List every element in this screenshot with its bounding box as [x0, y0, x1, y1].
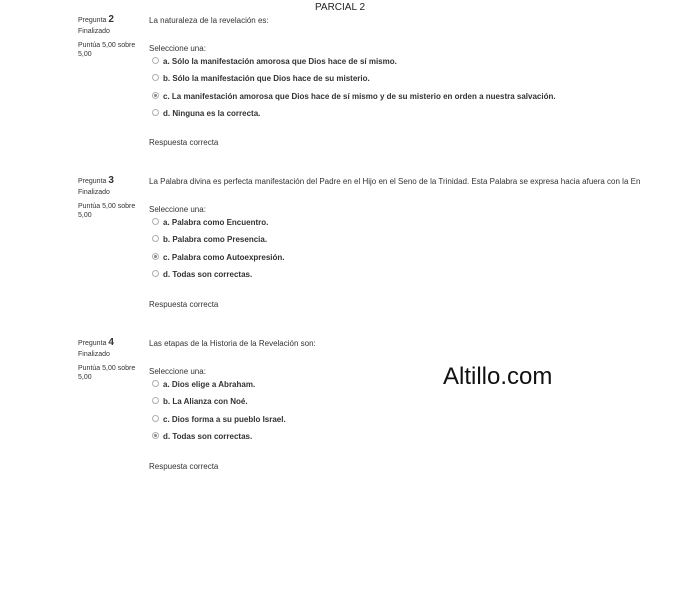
answer-label: c. Dios forma a su pueblo Israel.: [163, 414, 286, 424]
answer-label: b. Sólo la manifestación que Dios hace de su misterio.: [163, 74, 370, 84]
question-body: [149, 338, 700, 471]
answer-option[interactable]: [149, 91, 700, 108]
question-state: Finalizado: [78, 28, 110, 35]
question-body: [149, 176, 700, 309]
question-number: 4: [108, 337, 114, 348]
answer-option[interactable]: [149, 108, 700, 125]
radio-button[interactable]: [152, 235, 159, 242]
question-grade: Puntúa 5,00 sobre 5,00: [78, 42, 136, 58]
question-state: Finalizado: [78, 351, 110, 358]
answer-option[interactable]: [149, 396, 700, 413]
radio-button[interactable]: [152, 397, 159, 404]
radio-button[interactable]: [152, 57, 159, 64]
answer-option[interactable]: [149, 234, 700, 251]
answer-list: [149, 379, 700, 448]
page-title: PARCIAL 2: [314, 2, 366, 13]
radio-button[interactable]: [152, 74, 159, 81]
answer-prompt: Seleccione una:: [149, 205, 206, 214]
question-label-text: Pregunta: [78, 340, 107, 347]
answer-label: d. Ninguna es la correcta.: [163, 108, 261, 118]
question-block: [0, 15, 700, 165]
radio-button[interactable]: [152, 380, 159, 387]
feedback-text: Respuesta correcta: [149, 462, 219, 471]
answer-option[interactable]: [149, 269, 700, 286]
answer-label: c. Palabra como Autoexpresión.: [163, 252, 285, 262]
radio-button[interactable]: [152, 415, 159, 422]
question-body: [149, 15, 700, 147]
question-info: [78, 15, 142, 59]
answer-option[interactable]: [149, 56, 700, 73]
question-text: La Palabra divina es perfecta manifestación del Padre en el Hijo en el Seno de la Trinidad. Esta Palabra se expresa hacia afuera con la En: [149, 177, 641, 186]
answer-prompt: Seleccione una:: [149, 367, 206, 376]
answer-option[interactable]: [149, 379, 700, 396]
radio-button-selected[interactable]: [152, 432, 159, 439]
radio-button-selected[interactable]: [152, 253, 159, 260]
question-info: [78, 176, 142, 220]
feedback-text: Respuesta correcta: [149, 300, 219, 309]
watermark-text: Altillo.com: [443, 363, 553, 390]
answer-option[interactable]: [149, 73, 700, 90]
radio-button[interactable]: [152, 218, 159, 225]
feedback-text: Respuesta correcta: [149, 138, 219, 147]
question-block: [0, 338, 700, 488]
question-block: [0, 176, 700, 326]
answer-option[interactable]: [149, 252, 700, 269]
question-label-text: Pregunta: [78, 17, 107, 24]
answer-option[interactable]: [149, 217, 700, 234]
radio-button-selected[interactable]: [152, 92, 159, 99]
radio-button[interactable]: [152, 109, 159, 116]
answer-label: b. Palabra como Presencia.: [163, 235, 268, 245]
question-grade: Puntúa 5,00 sobre 5,00: [78, 203, 136, 219]
question-label: [78, 176, 142, 187]
answer-list: [149, 56, 700, 125]
answer-option[interactable]: [149, 431, 700, 448]
radio-button[interactable]: [152, 270, 159, 277]
answer-list: [149, 217, 700, 286]
question-label-text: Pregunta: [78, 178, 107, 185]
question-state: Finalizado: [78, 189, 110, 196]
question-number: 2: [108, 14, 114, 25]
question-label: [78, 15, 142, 26]
question-text: La naturaleza de la revelación es:: [149, 16, 269, 25]
question-label: [78, 338, 142, 349]
answer-label: a. Sólo la manifestación amorosa que Dios hace de sí mismo.: [163, 57, 397, 66]
question-info: [78, 338, 142, 382]
answer-label: b. La Alianza con Noé.: [163, 397, 248, 407]
answer-prompt: Seleccione una:: [149, 44, 206, 53]
answer-label: a. Palabra como Encuentro.: [163, 218, 269, 227]
question-text: Las etapas de la Historia de la Revelación son:: [149, 339, 316, 348]
question-grade: Puntúa 5,00 sobre 5,00: [78, 365, 136, 381]
answer-label: a. Dios elige a Abraham.: [163, 380, 256, 389]
answer-label: d. Todas son correctas.: [163, 269, 253, 279]
answer-label: c. La manifestación amorosa que Dios hace de sí mismo y de su misterio en orden a nuestra salvación.: [163, 91, 556, 101]
answer-label: d. Todas son correctas.: [163, 431, 253, 441]
question-number: 3: [108, 175, 114, 186]
answer-option[interactable]: [149, 414, 700, 431]
